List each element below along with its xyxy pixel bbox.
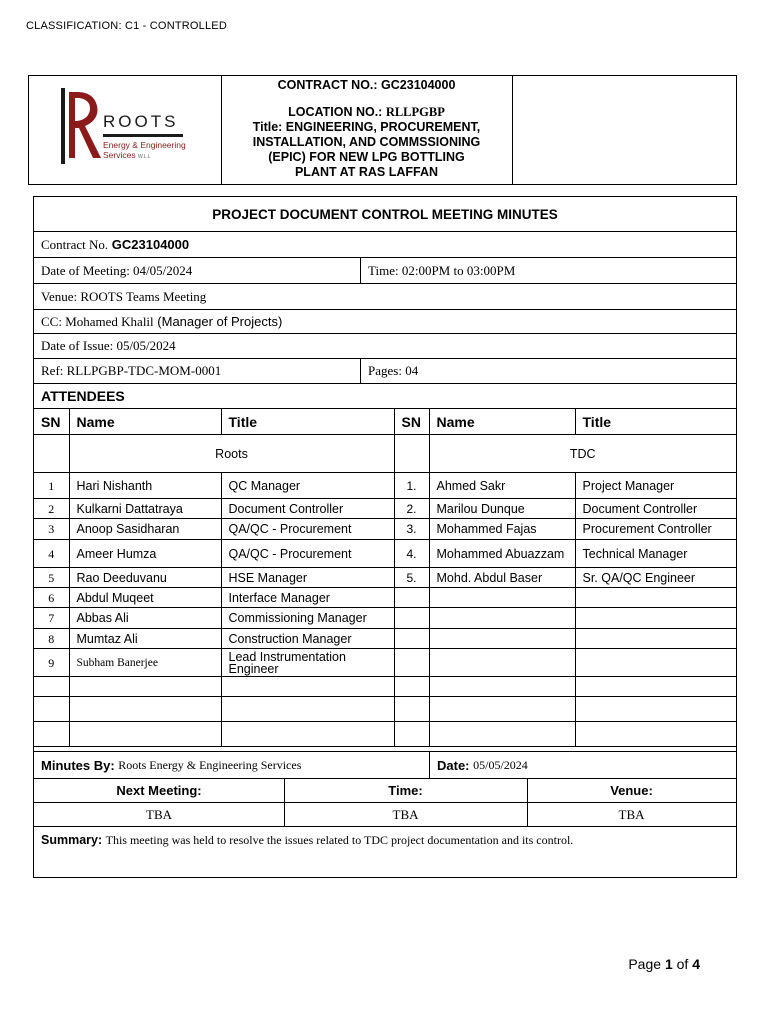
col-sn: SN (34, 409, 69, 435)
attendee-row (34, 677, 736, 697)
col-name-2: Name (429, 409, 575, 435)
cc-label: CC: Mohamed Khalil (41, 313, 154, 329)
classification-label: CLASSIFICATION: C1 - CONTROLLED (26, 20, 227, 32)
attendee-title (221, 722, 394, 747)
summary-label: Summary: (41, 833, 103, 847)
contract-label: Contract No. (41, 236, 109, 252)
attendees-group-row (34, 435, 736, 473)
attendee-row (34, 588, 736, 608)
attendee-title: Commissioning Manager (221, 608, 394, 629)
attendee-name: Abdul Muqeet (69, 588, 221, 608)
issue-date: Date of Issue: 05/05/2024 (41, 338, 176, 353)
attendee-name-tdc: Mohd. Abdul Baser (429, 568, 575, 588)
attendee-sn (34, 697, 69, 722)
attendee-title: Lead Instrumentation Engineer (221, 649, 394, 677)
page-footer (628, 956, 700, 972)
attendee-name (69, 697, 221, 722)
page-label: Page (628, 956, 665, 972)
next-meeting-time-value: TBA (392, 806, 419, 822)
attendee-title: QA/QC - Procurement (221, 519, 394, 540)
summary-text: This meeting was held to resolve the issues related to TDC project documentation and its control. (105, 833, 574, 847)
attendee-title-tdc (575, 677, 736, 697)
attendee-sn-tdc: 4. (394, 540, 429, 568)
attendee-sn (34, 722, 69, 747)
attendee-sn-tdc (394, 588, 429, 608)
project-title-line3: (EPIC) FOR NEW LPG BOTTLING (268, 150, 465, 164)
attendee-sn: 9 (34, 649, 69, 677)
page-number: 1 (664, 956, 673, 972)
attendee-sn-tdc: 5. (394, 568, 429, 588)
attendee-name-tdc: Ahmed Sakr (429, 473, 575, 499)
attendee-title: HSE Manager (221, 568, 394, 588)
minutes-date-label: Date: (437, 757, 470, 773)
attendee-title-tdc (575, 629, 736, 649)
attendee-title-tdc (575, 588, 736, 608)
next-meeting-header-row (34, 779, 736, 803)
attendee-name-tdc (429, 677, 575, 697)
page-of-label: of (672, 956, 693, 972)
attendee-sn: 2 (34, 499, 69, 519)
logo-subtitle-line2: Services (103, 150, 136, 160)
doc-title: PROJECT DOCUMENT CONTROL MEETING MINUTES (212, 206, 558, 222)
attendee-sn-tdc: 1. (394, 473, 429, 499)
attendee-sn-tdc: 2. (394, 499, 429, 519)
attendee-row (34, 629, 736, 649)
attendee-name-tdc (429, 608, 575, 629)
group-roots: Roots (69, 435, 394, 473)
summary-row (34, 827, 736, 877)
next-meeting-value: TBA (146, 806, 172, 822)
attendee-name-tdc: Marilou Dunque (429, 499, 575, 519)
col-name: Name (69, 409, 221, 435)
venue-row (34, 284, 736, 310)
minutes-date-value: 05/05/2024 (473, 757, 528, 772)
attendee-title: Document Controller (221, 499, 394, 519)
next-meeting-venue-label: Venue: (610, 783, 653, 798)
meeting-minutes-form (33, 196, 737, 878)
next-meeting-time-label: Time: (388, 783, 423, 798)
attendee-row (34, 519, 736, 540)
attendee-title: Interface Manager (221, 588, 394, 608)
location-value: RLLPGBP (385, 105, 445, 119)
minutes-by-value: Roots Energy & Engineering Services (118, 757, 302, 772)
attendee-title (221, 677, 394, 697)
roots-logo-icon (55, 88, 105, 164)
attendee-row (34, 697, 736, 722)
summary-field (41, 833, 573, 848)
attendee-name-tdc: Mohammed Fajas (429, 519, 575, 540)
attendee-row (34, 499, 736, 519)
doc-title-row (34, 197, 736, 232)
attendee-name: Hari Nishanth (69, 473, 221, 499)
location-number (221, 105, 512, 120)
attendee-name: Rao Deeduvanu (69, 568, 221, 588)
attendee-sn-tdc (394, 677, 429, 697)
attendee-row (34, 608, 736, 629)
attendee-sn: 4 (34, 540, 69, 568)
col-title: Title (221, 409, 394, 435)
meeting-date: Date of Meeting: 04/05/2024 (41, 262, 193, 278)
attendee-title: QA/QC - Procurement (221, 540, 394, 568)
minutes-by-label: Minutes By: (41, 757, 115, 773)
next-meeting-values-row (34, 803, 736, 827)
attendees-table (34, 408, 736, 747)
contract-number: CONTRACT NO.: GC23104000 (277, 78, 456, 92)
logo-subtitle (103, 140, 186, 162)
minutes-by-field (41, 752, 301, 778)
logo-subtitle-line1: Energy & Engineering (103, 140, 186, 150)
attendee-row (34, 540, 736, 568)
attendee-name: Subham Banerjee (69, 649, 221, 677)
logo-divider (103, 134, 183, 137)
attendee-sn: 5 (34, 568, 69, 588)
attendee-title-tdc (575, 649, 736, 677)
attendee-sn-tdc (394, 608, 429, 629)
next-meeting-label: Next Meeting: (116, 783, 202, 798)
attendee-name-tdc (429, 629, 575, 649)
page-total: 4 (692, 956, 700, 972)
attendee-name: Abbas Ali (69, 608, 221, 629)
attendee-sn-tdc: 3. (394, 519, 429, 540)
attendee-title-tdc (575, 697, 736, 722)
cc-row (34, 310, 736, 334)
ref-row (34, 359, 736, 384)
attendee-row (34, 722, 736, 747)
attendee-name: Ameer Humza (69, 540, 221, 568)
project-title-line2: INSTALLATION, AND COMMSSIONING (252, 135, 481, 149)
page-count: Pages: 04 (368, 363, 419, 378)
attendee-title-tdc: Technical Manager (575, 540, 736, 568)
col-sn-2: SN (394, 409, 429, 435)
meeting-date-row (34, 258, 736, 284)
attendee-sn: 3 (34, 519, 69, 540)
attendee-sn: 7 (34, 608, 69, 629)
attendee-title-tdc: Project Manager (575, 473, 736, 499)
attendee-sn-tdc (394, 722, 429, 747)
attendee-name-tdc (429, 588, 575, 608)
attendee-name (69, 722, 221, 747)
attendee-title: Construction Manager (221, 629, 394, 649)
contract-row (34, 232, 736, 258)
attendee-title: QC Manager (221, 473, 394, 499)
attendee-sn-tdc (394, 649, 429, 677)
attendee-title-tdc (575, 722, 736, 747)
meeting-venue: Venue: ROOTS Teams Meeting (41, 288, 207, 304)
attendee-title (221, 697, 394, 722)
next-meeting-venue-value: TBA (618, 806, 645, 822)
col-title-2: Title (575, 409, 736, 435)
attendee-name-tdc (429, 722, 575, 747)
logo-suffix: W.L.L (137, 154, 151, 160)
minutes-date-field (437, 752, 528, 778)
attendee-sn (34, 677, 69, 697)
project-title-line4: PLANT AT RAS LAFFAN (294, 165, 439, 179)
project-title-line1: Title: ENGINEERING, PROCUREMENT, (252, 120, 481, 134)
contract-value: GC23104000 (111, 237, 190, 252)
attendee-name-tdc: Mohammed Abuazzam (429, 540, 575, 568)
attendee-sn: 6 (34, 588, 69, 608)
cc-field (41, 310, 282, 333)
group-tdc: TDC (429, 435, 736, 473)
attendees-heading-row (34, 384, 736, 408)
attendee-row (34, 473, 736, 499)
attendee-name: Kulkarni Dattatraya (69, 499, 221, 519)
attendee-name-tdc (429, 697, 575, 722)
contract-info-cell (221, 76, 513, 184)
attendee-name (69, 677, 221, 697)
meeting-time: Time: 02:00PM to 03:00PM (368, 262, 516, 278)
attendee-name: Mumtaz Ali (69, 629, 221, 649)
attendee-row (34, 649, 736, 677)
attendee-sn-tdc (394, 629, 429, 649)
logo-cell (29, 76, 222, 184)
attendee-title-tdc (575, 608, 736, 629)
contract-field (41, 232, 189, 257)
attendee-sn: 8 (34, 629, 69, 649)
attendee-name-tdc (429, 649, 575, 677)
location-label: LOCATION NO.: (288, 105, 386, 119)
issue-date-row (34, 334, 736, 359)
attendee-title-tdc: Procurement Controller (575, 519, 736, 540)
attendee-sn: 1 (34, 473, 69, 499)
minutes-by-row (34, 751, 736, 779)
document-header (28, 75, 737, 185)
attendees-header-row (34, 409, 736, 435)
logo-wordmark: ROOTS (103, 112, 179, 131)
attendee-name: Anoop Sasidharan (69, 519, 221, 540)
attendees-heading: ATTENDEES (41, 388, 125, 404)
document-ref: Ref: RLLPGBP-TDC-MOM-0001 (41, 363, 222, 378)
attendee-row (34, 568, 736, 588)
attendee-sn-tdc (394, 697, 429, 722)
attendee-title-tdc: Document Controller (575, 499, 736, 519)
cc-value: (Manager of Projects) (157, 314, 283, 329)
attendee-title-tdc: Sr. QA/QC Engineer (575, 568, 736, 588)
